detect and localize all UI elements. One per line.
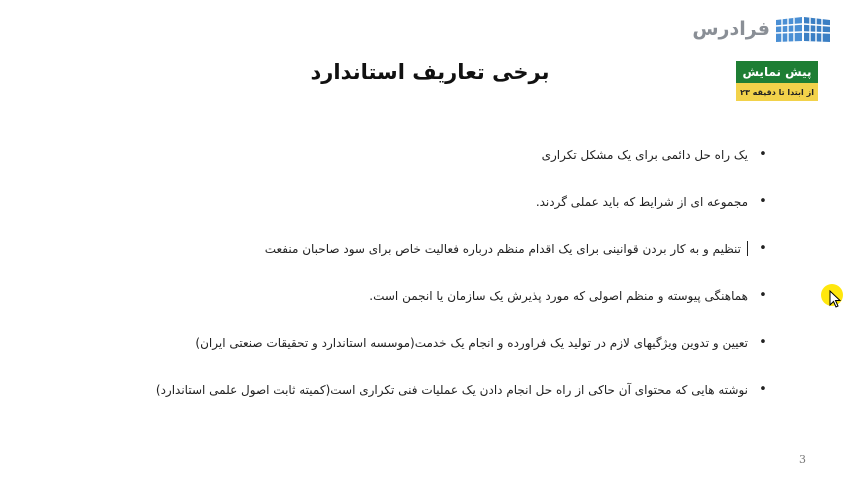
slide-title: برخی تعاریف استاندارد — [310, 60, 550, 84]
list-item — [72, 366, 772, 413]
list-item — [72, 131, 772, 178]
preview-badge-subtitle: از ابتدا تا دقیقه ۲۳ — [736, 83, 818, 101]
faradars-logo — [692, 14, 832, 44]
bullet-dot-icon: • — [759, 194, 767, 209]
bullet-text: هماهنگی پیوسته و منظم اصولی که مورد پذیرش یک سازمان یا انجمن است. — [369, 288, 748, 303]
bullet-dot-icon: • — [759, 335, 767, 350]
list-item — [72, 178, 772, 225]
bullet-text[interactable]: تنظیم و به کار بردن قوانینی برای یک اقدام منظم درباره فعالیت خاص برای سود صاحبان منفعت — [264, 241, 741, 256]
bullet-text: مجموعه ای از شرایط که باید عملی گردند. — [535, 194, 748, 209]
text-caret — [747, 241, 748, 256]
bullet-dot-icon: • — [759, 241, 767, 256]
bullet-dot-icon: • — [759, 147, 767, 162]
bullet-list — [72, 131, 772, 413]
logo-text: فرادرس — [692, 18, 770, 40]
bullet-text: نوشته هایی که محتوای آن حاکی از راه حل انجام دادن یک عملیات فنی تکراری است(کمیته ثابت اصول علمی استاندارد) — [155, 382, 748, 397]
list-item — [72, 225, 772, 272]
mouse-pointer-icon — [820, 283, 848, 311]
book-grid-icon — [774, 14, 832, 44]
preview-badge-title: پیش نمایش — [736, 61, 818, 83]
bullet-dot-icon: • — [759, 382, 767, 397]
bullet-text: تعیین و تدوین ویژگیهای لازم در تولید یک فراورده و انجام یک خدمت(موسسه استاندارد و تحقیقات صنعتی ایران) — [195, 335, 748, 350]
page-number: 3 — [799, 453, 806, 466]
bullet-dot-icon: • — [759, 288, 767, 303]
preview-badge — [736, 61, 818, 101]
bullet-text: یک راه حل دائمی برای یک مشکل تکراری — [541, 147, 748, 162]
list-item — [72, 272, 772, 319]
list-item — [72, 319, 772, 366]
